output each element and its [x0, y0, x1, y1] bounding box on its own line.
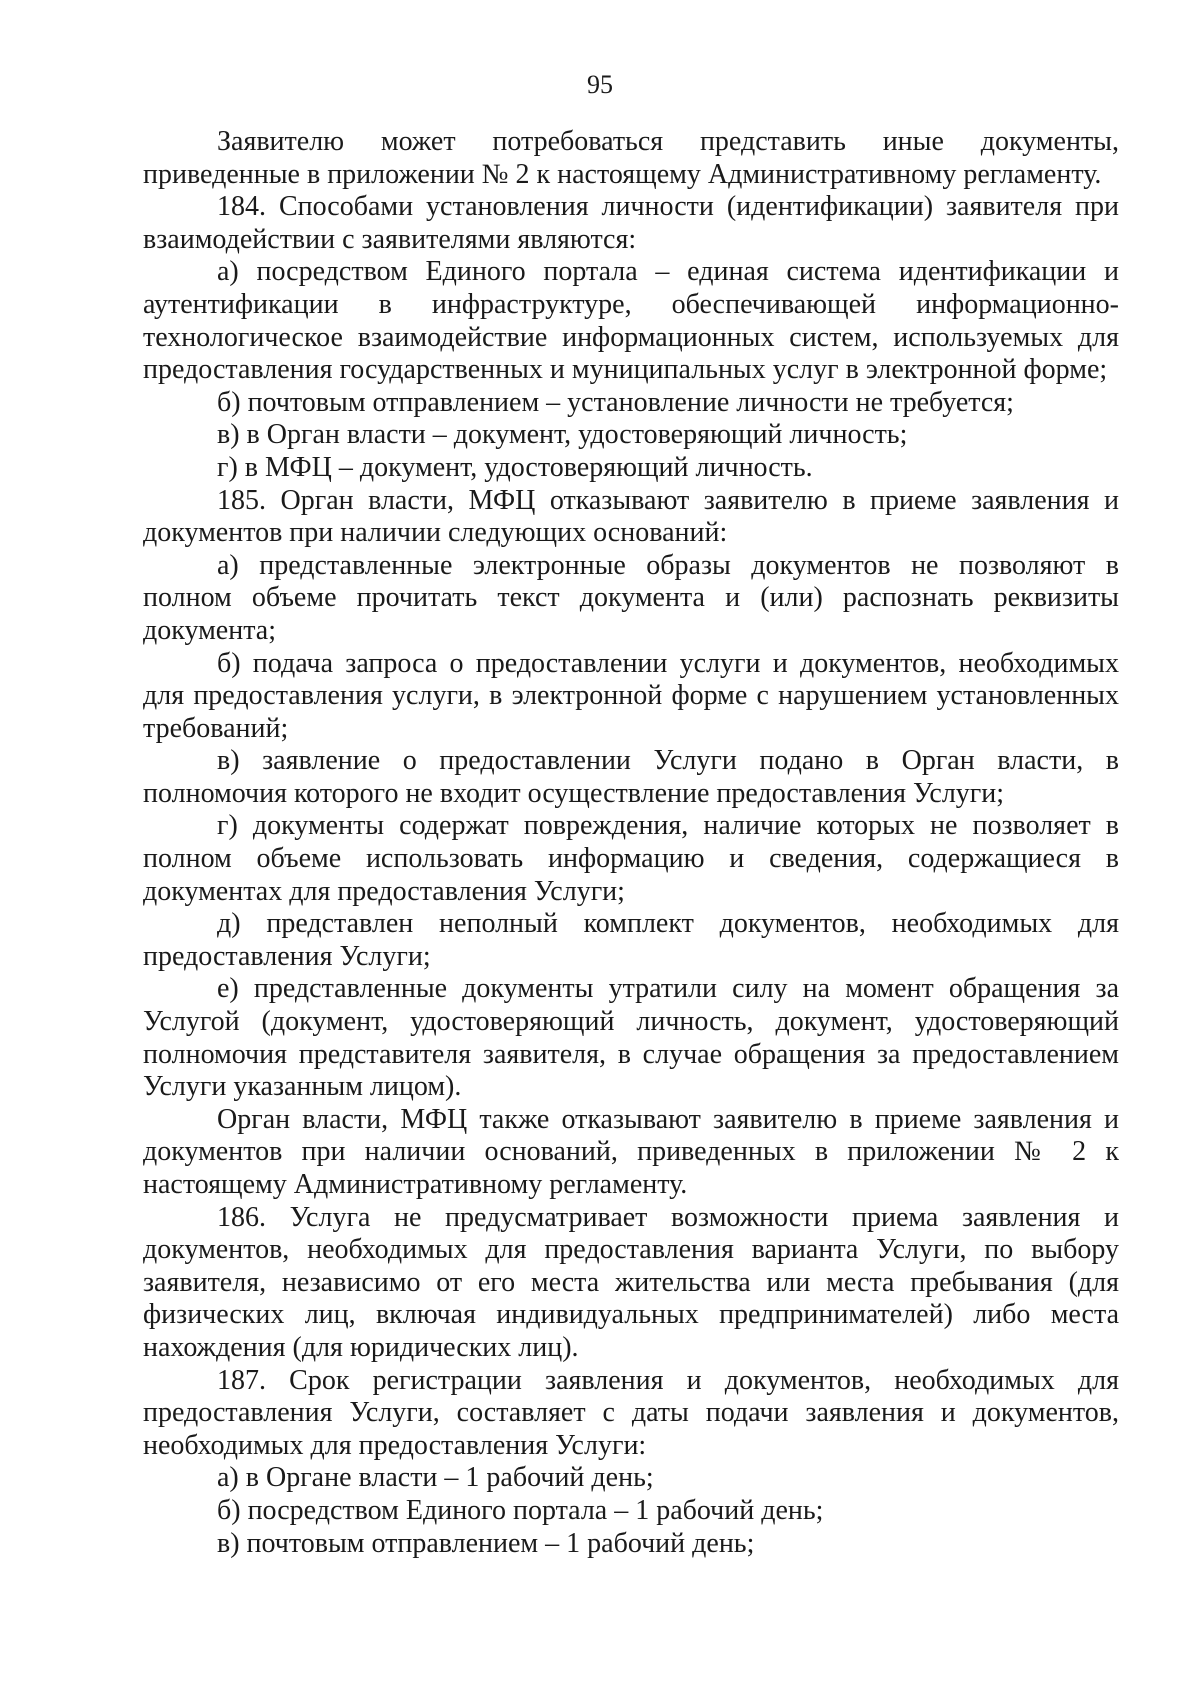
paragraph-185-f-expired-documents: е) представленные документы утратили силу на момент обращения за Услугой (документ, удостоверяющий личность, документ, удостоверяющий полномочия представителя заявителя, в случае обращения за предоставлением Услуги указанным лицом). [143, 973, 1119, 1103]
paragraph-184-c-authority: в) в Орган власти – документ, удостоверяющий личность; [217, 419, 908, 451]
paragraph-185-e-incomplete-set: д) представлен неполный комплект документов, необходимых для предоставления Услуги; [143, 908, 1119, 972]
document-body [143, 126, 1119, 1560]
paragraph-187-registration-term: 187. Срок регистрации заявления и документов, необходимых для предоставления Услуги, составляет с даты подачи заявления и документов, необходимых для предоставления Услуги: [143, 1364, 1119, 1461]
paragraph-187-a-authority: а) в Органе власти – 1 рабочий день; [217, 1462, 654, 1494]
page-number: 95 [587, 70, 613, 99]
paragraph-185-b-request-violation: б) подача запроса о предоставлении услуги и документов, необходимых для предоставления услуги, в электронной форме с нарушением установленных требований; [143, 647, 1119, 744]
paragraph-184-a-unified-portal: а) посредством Единого портала – единая система идентификации и аутентификации в инфраструктуре, обеспечивающей информационно-технологическое взаимодействие информационных систем, используемых для предоставления государственных и муниципальных услуг в электронной форме; [143, 256, 1119, 386]
paragraph-185-a-electronic-images: а) представленные электронные образы документов не позволяют в полном объеме прочитать текст документа и (или) распознать реквизиты документа; [143, 549, 1119, 646]
paragraph-184-b-postal: б) почтовым отправлением – установление личности не требуется; [217, 386, 1014, 418]
paragraph-185-additional-refusal: Орган власти, МФЦ также отказывают заявителю в приеме заявления и документов при наличии оснований, приведенных в приложении № 2 к настоящему Административному регламенту. [143, 1103, 1119, 1200]
paragraph-184-d-mfc: г) в МФЦ – документ, удостоверяющий личность. [217, 451, 813, 483]
paragraph-186-extraterritorial: 186. Услуга не предусматривает возможности приема заявления и документов, необходимых для предоставления варианта Услуги, по выбору заявителя, независимо от его места жительства или места пребывания (для физических лиц, включая индивидуальных предпринимателей) либо места нахождения (для юридических лиц). [143, 1201, 1119, 1363]
paragraph-187-b-unified-portal: б) посредством Единого портала – 1 рабочий день; [217, 1494, 824, 1526]
paragraph-185-refusal-grounds: 185. Орган власти, МФЦ отказывают заявителю в приеме заявления и документов при наличии следующих оснований: [143, 484, 1119, 549]
paragraph-185-c-wrong-authority: в) заявление о предоставлении Услуги подано в Орган власти, в полномочия которого не входит осуществление предоставления Услуги; [143, 745, 1119, 809]
paragraph-additional-documents: Заявителю может потребоваться представить иные документы, приведенные в приложении № 2 к настоящему Административному регламенту. [143, 126, 1119, 190]
paragraph-185-d-damaged-documents: г) документы содержат повреждения, наличие которых не позволяет в полном объеме использовать информацию и сведения, содержащиеся в документах для предоставления Услуги; [143, 810, 1119, 907]
paragraph-184-identification-methods: 184. Способами установления личности (идентификации) заявителя при взаимодействии с заявителями являются: [143, 191, 1119, 255]
paragraph-187-c-postal: в) почтовым отправлением – 1 рабочий день; [217, 1527, 755, 1559]
